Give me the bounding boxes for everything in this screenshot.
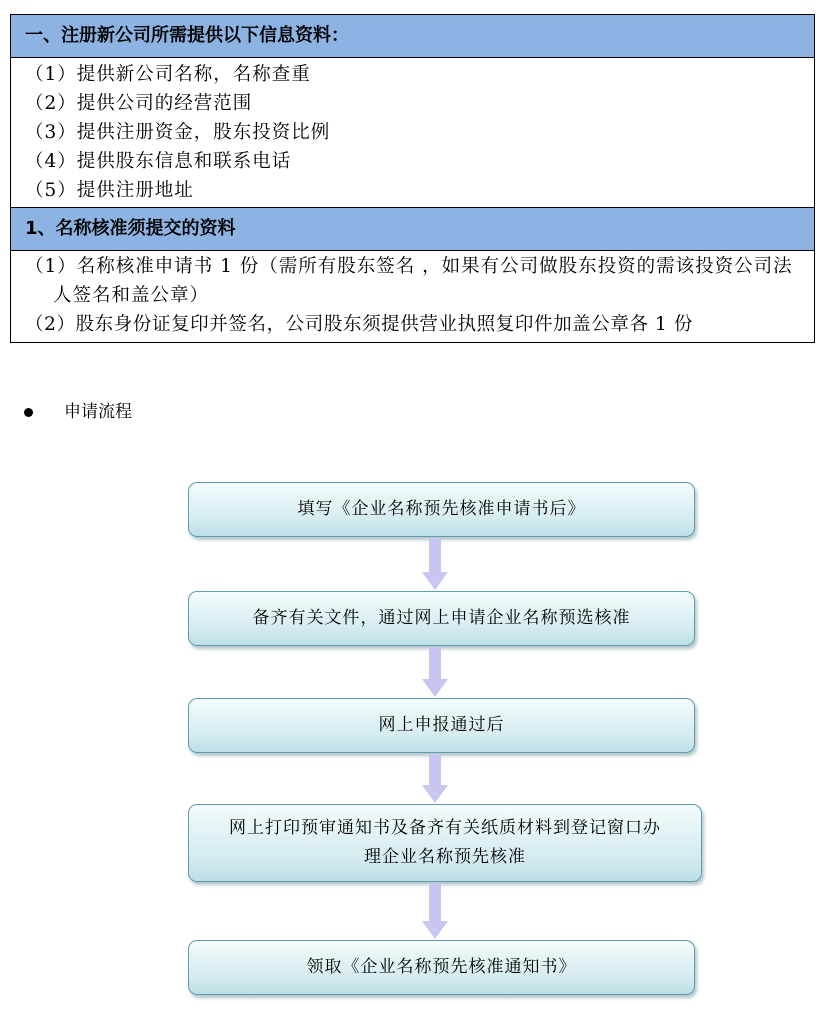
section1-header: 一、注册新公司所需提供以下信息资料： xyxy=(11,15,815,58)
section2-items xyxy=(11,251,815,343)
section1-item: （2）提供公司的经营范围 xyxy=(25,93,253,114)
flow-step-2: 备齐有关文件，通过网上申请企业名称预选核准 xyxy=(188,591,695,646)
section1-item: （1）提供新公司名称，名称查重 xyxy=(25,64,311,85)
section2-item: （1）名称核准申请书 1 份（需所有股东签名 ，如果有公司做股东投资的需该投资公司法人签名和盖公章） xyxy=(25,256,793,306)
section1-items xyxy=(11,58,815,208)
registration-info-table xyxy=(10,14,815,343)
down-arrow-icon xyxy=(422,647,448,697)
down-arrow-icon xyxy=(422,754,448,803)
flow-step-3: 网上申报通过后 xyxy=(188,698,695,753)
section2-item: （2）股东身份证复印并签名，公司股东须提供营业执照复印件加盖公章各 1 份 xyxy=(25,314,694,335)
flow-step-5: 领取《企业名称预先核准通知书》 xyxy=(188,940,695,995)
down-arrow-icon xyxy=(422,883,448,939)
section1-item: （3）提供注册资金，股东投资比例 xyxy=(25,122,331,143)
process-heading-row xyxy=(24,400,132,424)
flow-step-4: 网上打印预审通知书及备齐有关纸质材料到登记窗口办理企业名称预先核准 xyxy=(188,804,702,882)
section1-item: （4）提供股东信息和联系电话 xyxy=(25,151,292,172)
flow-step-1: 填写《企业名称预先核准申请书后》 xyxy=(188,482,695,537)
section2-header: 1、名称核准须提交的资料 xyxy=(11,208,815,251)
section1-item: （5）提供注册地址 xyxy=(25,180,194,201)
bullet-icon xyxy=(24,408,33,417)
down-arrow-icon xyxy=(422,538,448,590)
process-heading: 申请流程 xyxy=(64,402,132,422)
